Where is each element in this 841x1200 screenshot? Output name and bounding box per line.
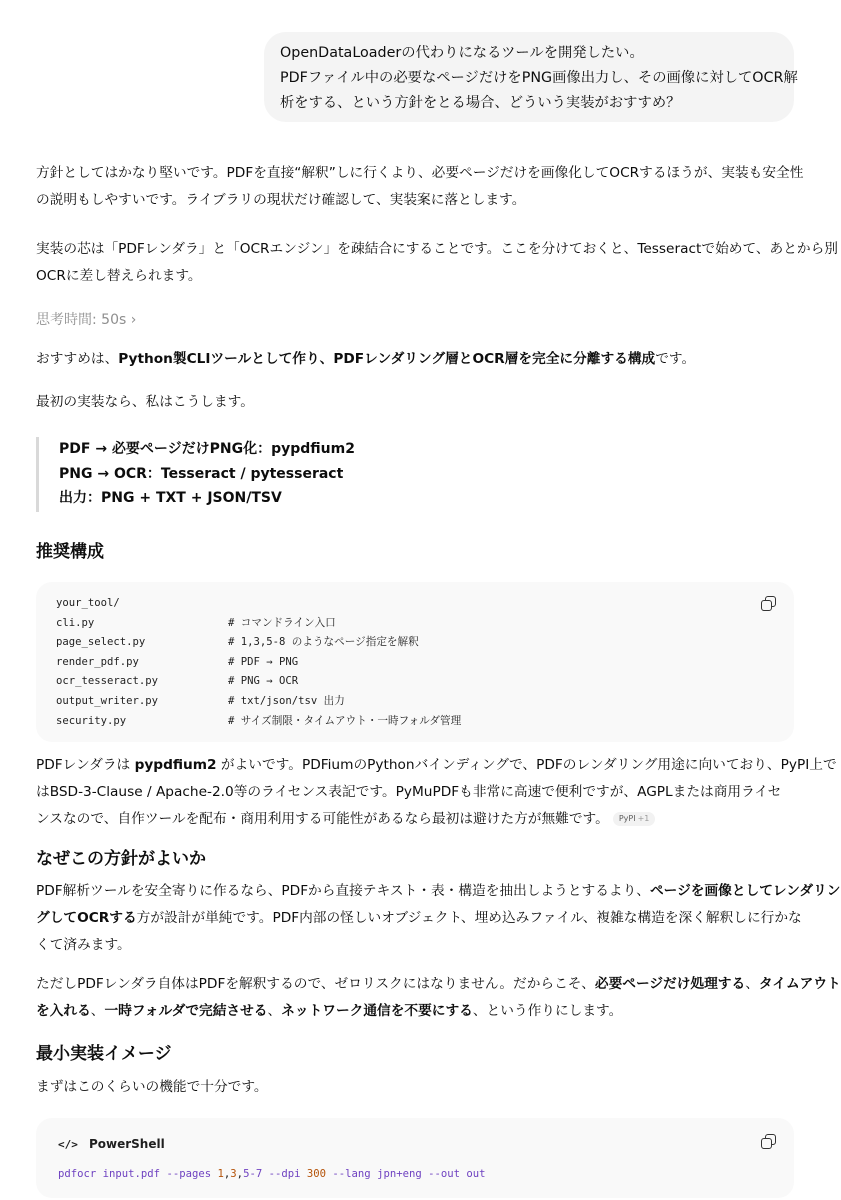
paragraph-text: PDFレンダラは [36, 757, 135, 773]
paragraph-text: 、という作りにします。 [472, 1003, 623, 1019]
command-name: pdfocr input.pdf [58, 1168, 161, 1180]
why-paragraph-2 [36, 971, 841, 1025]
copy-icon[interactable] [760, 595, 778, 613]
source-label: PyPI [618, 814, 636, 823]
paragraph-text: ただしPDFレンダラ自体はPDFを解釈するので、ゼロリスクにはなりません。だからこそ、 [36, 976, 595, 992]
first-impl-paragraph [36, 389, 796, 416]
code-icon: </> [58, 1138, 78, 1151]
pipeline-blockquote [36, 437, 436, 512]
paragraph-line: 実装の芯は「PDFレンダラ」と「OCRエンジン」を疎結合にすることです。ここを分けておくと、Tesseractで始めて、あとから別 [36, 241, 838, 257]
assistant-intro-paragraph [36, 160, 804, 214]
recommendation-suffix: です。 [655, 351, 696, 367]
paragraph-text: 方が設計が単純です。PDF内部の怪しいオブジェクト、埋め込みファイル、複雑な構造を深く解釈しに行かな [136, 910, 802, 926]
user-message-bubble [264, 32, 798, 122]
paragraph-line: まずはこのくらいの機能で十分です。 [36, 1079, 268, 1095]
lang-value: jpn+eng [377, 1168, 422, 1180]
thinking-time-toggle[interactable] [36, 308, 136, 332]
powershell-command: pdfocr input.pdf --pages 1,3,5-7 --dpi 300 --lang jpn+eng --out out [58, 1168, 486, 1180]
first-impl-text: 最初の実装なら、私はこうします。 [36, 394, 254, 410]
paragraph-line: OCRに差し替えられます。 [36, 268, 202, 284]
emphasis-bold: 必要ページだけ処理する [594, 976, 746, 992]
codeblock-header [58, 1133, 165, 1152]
paragraph-line: はBSD-3-Clause / Apache-2.0等のライセンス表記です。PyMuPDFも非常に高速で便利ですが、AGPLまたは商用ライセ [36, 784, 782, 800]
user-message-line: OpenDataLoaderの代わりになるツールを開発したい。 [280, 45, 644, 61]
paragraph-line: の説明もしやすいです。ライブラリの現状だけ確認して、実装案に落とします。 [36, 192, 526, 208]
recommendation-prefix: おすすめは、 [36, 351, 119, 367]
paragraph-text: PDF解析ツールを安全寄りに作るなら、PDFから直接テキスト・表・構造を抽出しようとするより、 [36, 883, 650, 899]
user-message-line: PDFファイル中の必要なページだけをPNG画像出力し、その画像に対してOCR解 [280, 70, 798, 86]
punctuation: 、 [90, 1003, 105, 1019]
section-heading-structure: 推奨構成 [36, 542, 104, 562]
flag-out: --out [428, 1168, 461, 1180]
recommendation-paragraph [36, 346, 796, 373]
flag-pages: --pages [166, 1168, 212, 1180]
code-language-label: PowerShell [88, 1137, 165, 1151]
paragraph-text: がよいです。PDFiumのPythonバインディングで、PDFのレンダリング用途に向いており、PyPI上で [216, 757, 837, 773]
emphasis-bold: を入れる [36, 1003, 91, 1019]
section-heading-why: なぜこの方針がよいか [36, 849, 206, 869]
source-citation-chip[interactable] [613, 812, 656, 826]
user-message-line: 析をする、という方針をとる場合、どういう実装がおすすめ？ [280, 95, 681, 111]
blockquote-line: PNG → OCR：Tesseract / pytesseract [59, 465, 344, 482]
why-paragraph-1 [36, 878, 841, 959]
copy-icon[interactable] [760, 1133, 778, 1151]
tree-root: your_tool/ [56, 597, 120, 609]
paragraph-line: くて済みます。 [36, 937, 131, 953]
blockquote-line: PDF → 必要ページだけPNG化：pypdfium2 [59, 441, 355, 457]
powershell-codeblock [36, 1118, 794, 1198]
emphasis-bold: グしてOCRする [36, 910, 137, 926]
section-heading-minimal: 最小実装イメージ [36, 1044, 172, 1064]
out-value: out [466, 1168, 486, 1180]
flag-dpi: --dpi [268, 1168, 301, 1180]
emphasis-bold: ページを画像としてレンダリン [649, 883, 841, 899]
minimal-paragraph [36, 1074, 796, 1101]
renderer-paragraph [36, 752, 837, 833]
emphasis-bold: タイムアウト [758, 976, 841, 992]
chevron-right-icon: › [130, 312, 137, 328]
thinking-time-label: 思考時間: 50s [36, 312, 127, 328]
source-count: +1 [637, 814, 650, 823]
recommendation-bold: Python製CLIツールとして作り、PDFレンダリング層とOCR層を完全に分離する構成 [118, 351, 656, 367]
punctuation: 、 [267, 1003, 282, 1019]
emphasis-bold: 一時フォルダで完結させる [104, 1003, 268, 1019]
directory-tree-codeblock: your_tool/ cli.py # コマンドライン入口 page_select.py # 1,3,5-8 のようなページ指定を解釈 render_pdf.py # PDF → PNG ocr_tesseract.py # PNG → OCR output_writer.py # txt/json/tsv 出力 security.py # サイズ制限・タイムアウト・一時フォルダ管理 [36, 582, 794, 742]
emphasis-bold: ネットワーク通信を不要にする [281, 1003, 473, 1019]
punctuation: 、 [745, 976, 759, 992]
dpi-value: 300 [306, 1168, 327, 1180]
library-name-bold: pypdfium2 [134, 757, 217, 773]
paragraph-line: 方針としてはかなり堅いです。PDFを直接“解釈”しに行くより、必要ページだけを画像化してOCRするほうが、実装も安全性 [36, 165, 804, 181]
paragraph-text: ンスなので、自作ツールを配布・商用利用する可能性があるなら最初は避けた方が無難です。 [36, 811, 609, 827]
blockquote-line: 出力：PNG + TXT + JSON/TSV [59, 490, 282, 506]
assistant-core-paragraph [36, 236, 838, 290]
flag-lang: --lang [332, 1168, 371, 1180]
